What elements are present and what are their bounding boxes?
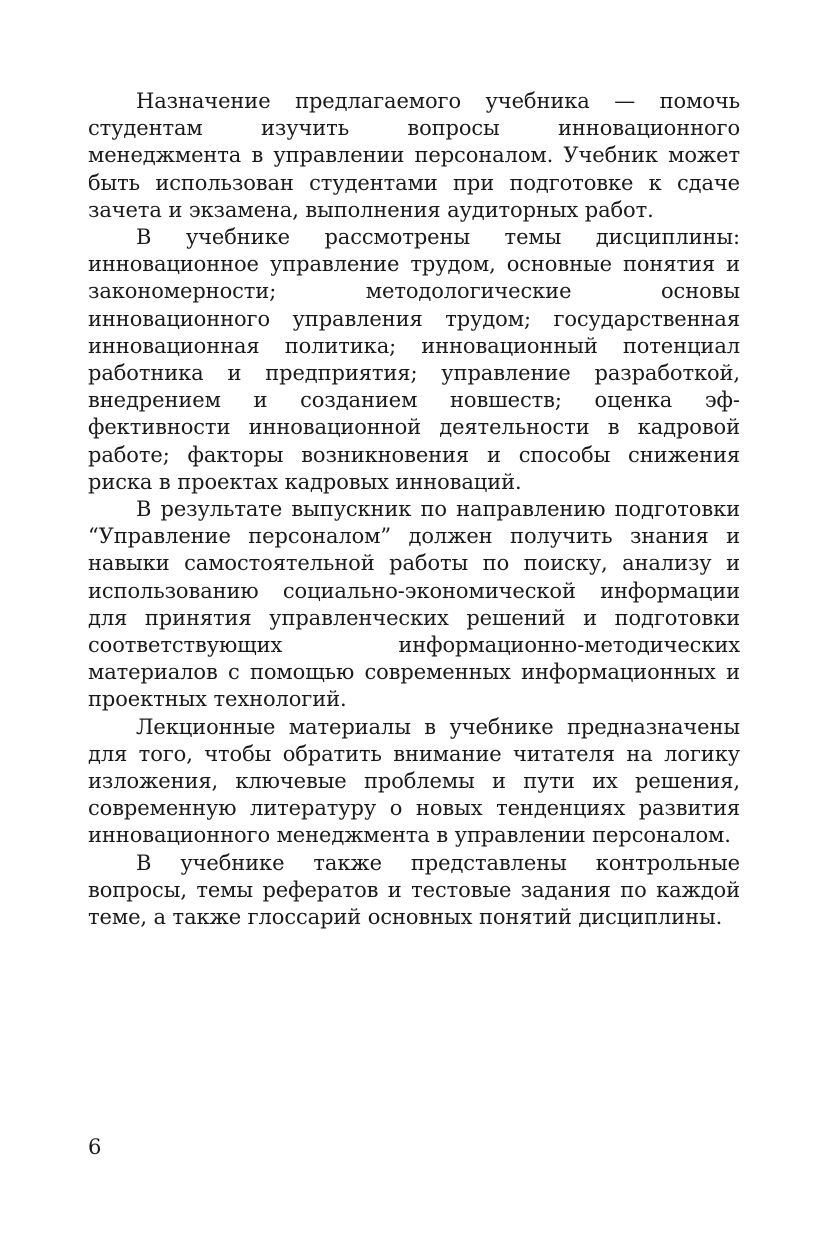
paragraph-purpose: Назначение предлагаемого учебника — помочь студентам изучить вопросы инновационного менеджмента в управлении персоналом. Учебник может быть использован студентами при подготовке к сдаче зачета и экзамена, выполнения аудиторных работ. xyxy=(88,89,740,222)
paragraph-lectures: Лекционные материалы в учебнике предназначены для того, чтобы обратить внимание читателя на логику изложения, ключевые проблемы и пути их решения, современную литературу о новых тенденциях развития инновационного менеджмента в управлении персоналом. xyxy=(88,714,740,848)
paragraph-topics: В учебнике рассмотрены темы дисциплины: инновационное управление трудом, основные понятия и закономерности; методологические основы инновационного управления трудом; государственная инновационная политика; инновационный потенциал работника и предприятия; управление разработкой, внедрением и созданием новшеств; оценка эффективности инновационной деятельности в кадровой работе; факторы возникновения и способы снижения риска в проектах кадровых инноваций. xyxy=(88,225,740,494)
paragraph-materials: В учебнике также представлены контрольные вопросы, темы рефератов и тестовые задания по каждой теме, а также глоссарий основных понятий дисциплины. xyxy=(88,850,740,930)
page-number: 6 xyxy=(88,1135,102,1159)
page-body xyxy=(88,88,740,931)
paragraph-outcomes: В результате выпускник по направлению подготовки “Управление персоналом” должен получить знания и навыки самостоятельной работы по поиску, анализу и использованию социально-экономической информации для принятия управленческих решений и подготовки соответствующих информационно-методических материалов с помощью современных информационных и проектных технологий. xyxy=(88,497,740,712)
